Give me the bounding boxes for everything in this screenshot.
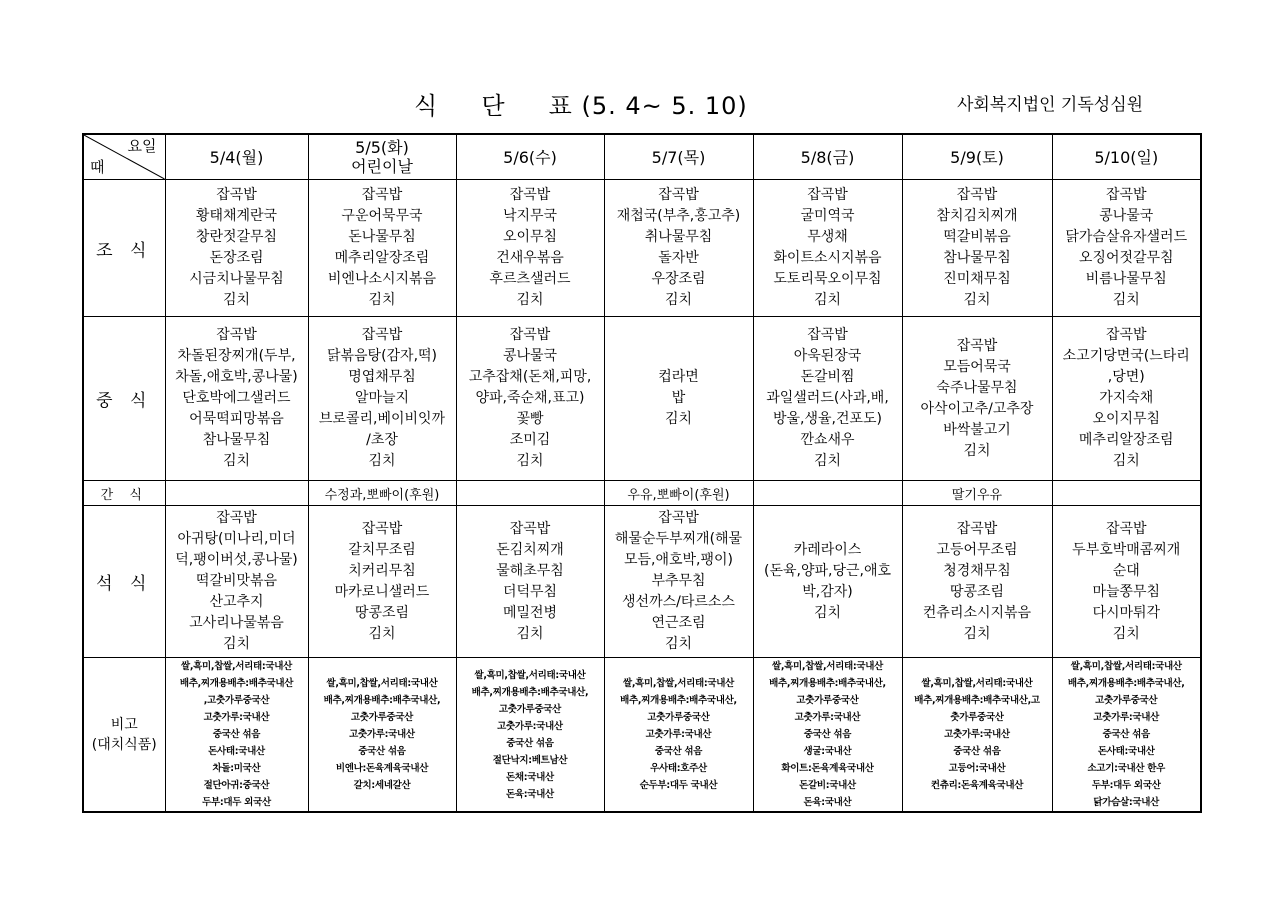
menu-item: 김치 bbox=[516, 625, 544, 642]
notes-row bbox=[83, 658, 1201, 813]
menu-item: 김치 bbox=[516, 292, 544, 308]
notes-line: 고춧가루중국산 bbox=[350, 712, 414, 723]
day-date: 5/10(일) bbox=[1094, 147, 1159, 167]
menu-item: 단호박에그샐러드 bbox=[182, 390, 291, 406]
menu-item: 취나물무침 bbox=[644, 229, 713, 245]
menu-item: 구운어묵무국 bbox=[341, 208, 423, 224]
menu-item: 우장조림 bbox=[651, 271, 706, 287]
day-date: 5/8(금) bbox=[800, 147, 855, 167]
menu-cell bbox=[604, 180, 753, 317]
menu-item: 잡곡밥 bbox=[956, 520, 998, 537]
menu-item: 오이무침 bbox=[502, 229, 558, 245]
snack-cell: 우유,뽀빠이(후원) bbox=[604, 481, 753, 506]
menu-cell bbox=[308, 180, 456, 317]
notes-line: 중국산 섞음 bbox=[803, 729, 852, 740]
menu-item: 후르츠샐러드 bbox=[489, 271, 571, 287]
menu-item: 산고추지 bbox=[209, 594, 264, 610]
day-date: 5/4(월) bbox=[209, 147, 264, 167]
notes-line: 소고기:국내산 한우 bbox=[1087, 763, 1166, 774]
notes-line: 갈치:세네갈산 bbox=[353, 780, 411, 791]
meal-label: 석 식 bbox=[83, 506, 165, 658]
menu-item: 김치 bbox=[963, 442, 991, 459]
day-header bbox=[308, 134, 456, 180]
menu-item: 어묵떡피망볶음 bbox=[189, 411, 284, 427]
day-date: 5/7(목) bbox=[651, 147, 706, 167]
menu-item: 비엔나소시지볶음 bbox=[327, 271, 437, 287]
menu-item: 아욱된장국 bbox=[793, 348, 862, 364]
menu-item: 김치 bbox=[963, 625, 991, 642]
menu-item: 잡곡밥 bbox=[216, 510, 257, 526]
menu-item: 잡곡밥 bbox=[509, 327, 551, 343]
lunch-row bbox=[83, 317, 1201, 481]
menu-item: 김치 bbox=[813, 453, 842, 469]
menu-item: 참나물무침 bbox=[202, 432, 271, 448]
notes-line: 돈사태:국내산 bbox=[1097, 746, 1155, 757]
notes-line: 절단낙지:베트남산 bbox=[492, 754, 568, 766]
menu-item: 콩나물국 bbox=[1099, 208, 1154, 224]
menu-cell bbox=[604, 506, 753, 658]
notes-line: 컨츄리:돈육계육국내산 bbox=[930, 780, 1024, 791]
menu-item: 잡곡밥 bbox=[216, 187, 257, 203]
menu-item: 고추잡채(돈채,피망, bbox=[468, 369, 592, 385]
notes-line: 배추,찌개용배추:배추국내산, bbox=[471, 686, 589, 698]
notes-line: 중국산 섞음 bbox=[212, 729, 261, 740]
menu-item: 브로콜리,베이비잇까 bbox=[318, 411, 446, 427]
notes-cell bbox=[1052, 658, 1201, 813]
corner-cell bbox=[83, 134, 165, 180]
notes-line: 차돌:미국산 bbox=[212, 763, 261, 774]
notes-cell bbox=[902, 658, 1052, 813]
menu-item: 고사리나물볶음 bbox=[189, 615, 284, 631]
menu-item: 잡곡밥 bbox=[509, 187, 551, 203]
menu-item: 메추리알장조림 bbox=[1078, 432, 1174, 448]
menu-item: 생선까스/타르소스 bbox=[622, 594, 735, 610]
notes-line: 돈육:국내산 bbox=[803, 797, 852, 808]
menu-item: 참치김치찌개 bbox=[936, 208, 1018, 224]
menu-item: 잡곡밥 bbox=[658, 510, 699, 526]
menu-cell bbox=[753, 506, 902, 658]
menu-item: 김치 bbox=[813, 604, 842, 621]
menu-item: 김치 bbox=[222, 292, 251, 308]
notes-line: 고춧가루중국산 bbox=[796, 695, 859, 706]
menu-item: 땅콩조림 bbox=[354, 604, 410, 621]
menu-item: 김치 bbox=[664, 636, 693, 652]
menu-item: 건새우볶음 bbox=[496, 250, 564, 266]
notes-line: 고춧가루중국산 bbox=[1095, 695, 1158, 706]
menu-item: 바싹불고기 bbox=[943, 421, 1011, 438]
notes-line: 배추,찌개용배추:배추국내산, bbox=[1067, 678, 1185, 689]
day-date: 5/6(수) bbox=[503, 147, 557, 167]
menu-item: 김치 bbox=[368, 453, 396, 469]
menu-item: 돈장조림 bbox=[209, 250, 264, 266]
menu-cell bbox=[604, 317, 753, 481]
menu-item: 잡곡밥 bbox=[956, 337, 998, 354]
notes-line: 우사태:호주산 bbox=[650, 763, 707, 774]
snack-row bbox=[83, 481, 1201, 506]
menu-item: 닭가슴살유자샐러드 bbox=[1065, 229, 1188, 245]
menu-item: 김치 bbox=[963, 292, 991, 308]
menu-item: 김치 bbox=[813, 292, 842, 308]
menu-item: 과일샐러드(사과,배, bbox=[766, 390, 889, 406]
notes-label-sub: (대치식품) bbox=[91, 736, 157, 753]
menu-item: 더덕무침 bbox=[502, 583, 558, 600]
menu-item: 돌자반 bbox=[658, 250, 699, 266]
menu-item: 잡곡밥 bbox=[807, 327, 848, 343]
menu-item: 메밀전병 bbox=[502, 604, 558, 621]
notes-line: 고춧가루중국산 bbox=[498, 703, 562, 715]
menu-cell bbox=[1052, 180, 1201, 317]
meal-label: 중 식 bbox=[83, 317, 165, 481]
menu-item: 잡곡밥 bbox=[509, 520, 551, 537]
notes-line: 순두부:대두 국내산 bbox=[639, 780, 718, 791]
menu-item: 김치 bbox=[1112, 292, 1140, 308]
menu-item: 땅콩조림 bbox=[949, 583, 1005, 600]
notes-line: 돈갈비:국내산 bbox=[799, 780, 856, 791]
menu-item: 돈나물무침 bbox=[348, 229, 416, 245]
menu-item: 돈김치찌개 bbox=[496, 541, 564, 558]
menu-item: 떡갈비볶음 bbox=[943, 229, 1011, 245]
menu-cell bbox=[456, 506, 604, 658]
notes-line: 중국산 섞음 bbox=[506, 737, 554, 749]
notes-cell bbox=[165, 658, 308, 813]
menu-item: 메추리알장조림 bbox=[334, 250, 430, 266]
menu-item: 카레라이스 bbox=[793, 541, 862, 558]
menu-cell bbox=[165, 180, 308, 317]
menu-cell bbox=[165, 317, 308, 481]
menu-cell bbox=[308, 317, 456, 481]
menu-item: 청경채무침 bbox=[943, 562, 1011, 579]
menu-item: 오이지무침 bbox=[1092, 411, 1161, 427]
notes-line: 배추,찌개용배추:배추국내산 bbox=[179, 678, 294, 689]
notes-line: 고춧가루:국내산 bbox=[497, 720, 563, 732]
menu-item: 도토리묵오이무침 bbox=[773, 271, 882, 287]
menu-cell bbox=[753, 180, 902, 317]
menu-item: 잡곡밥 bbox=[1105, 520, 1147, 537]
menu-item: 김치 bbox=[516, 453, 544, 469]
menu-item: 화이트소시지볶음 bbox=[773, 250, 882, 266]
notes-line: 배추,찌개용배추:배추국내산, bbox=[769, 678, 886, 689]
menu-item: 아귀탕(미나리,미더 bbox=[177, 531, 296, 547]
menu-item: 김치 bbox=[664, 292, 693, 308]
menu-item: 다시마튀각 bbox=[1092, 604, 1161, 621]
organization-name: 사회복지법인 기독성심원 bbox=[957, 95, 1144, 115]
notes-line: 고춧가루:국내산 bbox=[1093, 712, 1160, 723]
notes-label bbox=[83, 658, 165, 813]
notes-line: 고춧가루:국내산 bbox=[944, 729, 1010, 740]
menu-item: 무생채 bbox=[807, 229, 848, 245]
menu-item: 양파,죽순채,표고) bbox=[475, 390, 585, 406]
notes-line: 쌀,흑미,찹쌀,서리태:국내산 bbox=[474, 669, 586, 681]
menu-item: 낙지무국 bbox=[502, 208, 558, 224]
notes-line: 비엔나:돈육계육국내산 bbox=[335, 763, 429, 774]
menu-item: 물해초무침 bbox=[496, 562, 564, 579]
menu-item: 떡갈비맛볶음 bbox=[195, 573, 278, 589]
menu-cell bbox=[1052, 506, 1201, 658]
snack-cell bbox=[456, 481, 604, 506]
notes-cell bbox=[308, 658, 456, 813]
day-date: 5/5(화) bbox=[355, 138, 409, 157]
menu-item: 김치 bbox=[368, 292, 396, 308]
notes-line: 고춧가루:국내산 bbox=[645, 729, 712, 740]
menu-item: 마카로니샐러드 bbox=[334, 583, 430, 600]
menu-item: 소고기당면국(느타리 bbox=[1062, 348, 1190, 364]
notes-line: 쌀,흑미,찹쌀,서리태:국내산 bbox=[622, 678, 735, 689]
menu-item: 황태채계란국 bbox=[195, 208, 278, 224]
menu-item: 모듬,애호박,팽이) bbox=[623, 552, 734, 568]
menu-item: 콩나물국 bbox=[502, 348, 558, 364]
menu-item: 차돌된장찌개(두부, bbox=[177, 348, 296, 364]
notes-line: 쌀,흑미,찹쌀,서리태:국내산 bbox=[771, 661, 884, 672]
menu-cell bbox=[902, 317, 1052, 481]
snack-cell bbox=[1052, 481, 1201, 506]
notes-line: 고춧가루중국산 bbox=[647, 712, 710, 723]
menu-item: 김치 bbox=[1112, 625, 1140, 642]
menu-item: 오징어젓갈무침 bbox=[1078, 250, 1174, 266]
notes-line: 중국산 섞음 bbox=[358, 746, 406, 757]
notes-line: 생굴:국내산 bbox=[803, 746, 852, 757]
day-header bbox=[1052, 134, 1201, 180]
menu-item: 명엽채무침 bbox=[348, 369, 416, 385]
day-header bbox=[753, 134, 902, 180]
menu-item: 아삭이고추/고추장 bbox=[920, 400, 1034, 417]
notes-line: 돈채:국내산 bbox=[506, 771, 554, 783]
notes-line: 배추,찌개용배추:배추국내산, bbox=[323, 695, 441, 706]
menu-item: 방울,생율,건포도) bbox=[772, 411, 883, 427]
menu-cell bbox=[456, 180, 604, 317]
menu-item: /초장 bbox=[366, 432, 398, 448]
menu-item: 밥 bbox=[671, 390, 686, 406]
menu-item: 연근조림 bbox=[651, 615, 706, 631]
menu-item: 차돌,애호박,콩나물) bbox=[175, 369, 298, 385]
notes-line: 두부:대두 외국산 bbox=[202, 797, 271, 808]
menu-item: 굴미역국 bbox=[800, 208, 855, 224]
menu-cell bbox=[308, 506, 456, 658]
notes-line: 쌀,흑미,찹쌀,서리태:국내산 bbox=[180, 661, 293, 672]
menu-item: 깐쇼새우 bbox=[800, 432, 855, 448]
menu-cell bbox=[165, 506, 308, 658]
day-date: 5/9(토) bbox=[950, 147, 1004, 167]
day-header bbox=[902, 134, 1052, 180]
notes-line: 고등어:국내산 bbox=[948, 763, 1006, 774]
notes-line: 쌀,흑미,찹쌀,서리태:국내산 bbox=[921, 678, 1033, 689]
snack-cell: 딸기우유 bbox=[902, 481, 1052, 506]
notes-line: 중국산 섞음 bbox=[654, 746, 703, 757]
menu-item: 박,감자) bbox=[802, 583, 853, 600]
menu-item: 시금치나물무침 bbox=[189, 271, 284, 287]
menu-cell bbox=[753, 317, 902, 481]
notes-line: 닭가슴살:국내산 bbox=[1093, 797, 1160, 808]
notes-line: 고춧가루:국내산 bbox=[203, 712, 270, 723]
notes-line: 배추,찌개용배추:배추국내산, bbox=[620, 695, 737, 706]
menu-item: ,당면) bbox=[1107, 369, 1145, 385]
menu-item: 부추무침 bbox=[651, 573, 706, 589]
menu-item: 닭볶음탕(감자,떡) bbox=[326, 348, 438, 364]
notes-line: ,고춧가루중국산 bbox=[203, 695, 270, 706]
menu-item: 두부호박매콤찌개 bbox=[1072, 541, 1181, 558]
menu-item: 재첩국(부추,홍고추) bbox=[616, 208, 741, 224]
menu-item: 돈갈비찜 bbox=[800, 369, 855, 385]
day-header bbox=[165, 134, 308, 180]
menu-item: 진미채무침 bbox=[943, 271, 1011, 287]
menu-cell bbox=[456, 317, 604, 481]
menu-item: 가지숙채 bbox=[1099, 390, 1154, 406]
menu-item: 고등어무조림 bbox=[936, 541, 1018, 558]
menu-item: 김치 bbox=[222, 453, 251, 469]
menu-item: 김치 bbox=[368, 625, 396, 642]
menu-item: 컨츄리소시지볶음 bbox=[922, 604, 1032, 621]
notes-line: 중국산 섞음 bbox=[953, 746, 1001, 757]
menu-item: 꽃빵 bbox=[516, 411, 544, 427]
menu-item: 잡곡밥 bbox=[658, 187, 699, 203]
menu-item: 해물순두부찌개(해물 bbox=[614, 531, 743, 547]
menu-item: 잡곡밥 bbox=[361, 327, 403, 343]
notes-line: 춧가루중국산 bbox=[950, 712, 1004, 723]
menu-item: 창란젓갈무침 bbox=[195, 229, 278, 245]
notes-line: 쌀,흑미,찹쌀,서리태:국내산 bbox=[1070, 661, 1182, 672]
menu-item: 조미김 bbox=[509, 432, 551, 448]
header-row bbox=[83, 134, 1201, 180]
notes-line: 고춧가루:국내산 bbox=[794, 712, 861, 723]
notes-cell bbox=[604, 658, 753, 813]
day-header bbox=[456, 134, 604, 180]
notes-line: 절단아귀:중국산 bbox=[203, 780, 270, 791]
menu-item: 잡곡밥 bbox=[1105, 187, 1147, 203]
notes-cell bbox=[753, 658, 902, 813]
menu-item: 컵라면 bbox=[658, 369, 699, 385]
menu-item: 마늘쫑무침 bbox=[1092, 583, 1161, 600]
breakfast-row bbox=[83, 180, 1201, 317]
notes-line: 돈육:국내산 bbox=[506, 788, 554, 800]
menu-item: 잡곡밥 bbox=[361, 520, 403, 537]
menu-item: 숙주나물무침 bbox=[936, 379, 1018, 396]
menu-item: 김치 bbox=[1112, 453, 1140, 469]
corner-meal-label: 때 bbox=[90, 158, 105, 176]
menu-item: 잡곡밥 bbox=[1105, 327, 1147, 343]
menu-item: 덕,팽이버섯,콩나물) bbox=[175, 552, 298, 568]
menu-item: 김치 bbox=[222, 636, 251, 652]
menu-cell bbox=[1052, 317, 1201, 481]
menu-item: 잡곡밥 bbox=[361, 187, 403, 203]
weekly-menu-table bbox=[82, 133, 1202, 813]
menu-item: 김치 bbox=[664, 411, 693, 427]
notes-line: 화이트:돈육계육국내산 bbox=[781, 763, 874, 774]
page-title: 식 단 표 (5. 4~ 5. 10) bbox=[414, 92, 748, 120]
notes-label-main: 비고 bbox=[110, 716, 138, 733]
snack-cell bbox=[165, 481, 308, 506]
menu-item: 갈치무조림 bbox=[348, 541, 416, 558]
notes-line: 배추,찌개용배추:배추국내산,고 bbox=[914, 695, 1040, 706]
menu-item: 순대 bbox=[1112, 562, 1140, 579]
menu-item: 비름나물무침 bbox=[1085, 271, 1167, 287]
menu-cell bbox=[902, 180, 1052, 317]
day-holiday: 어린이날 bbox=[351, 157, 413, 176]
menu-item: 참나물무침 bbox=[943, 250, 1011, 266]
notes-line: 돈사태:국내산 bbox=[208, 746, 265, 757]
corner-day-label: 요일 bbox=[127, 137, 157, 155]
menu-item: 모듬어묵국 bbox=[943, 358, 1011, 375]
menu-item: 잡곡밥 bbox=[216, 327, 257, 343]
notes-cell bbox=[456, 658, 604, 813]
menu-item: (돈육,양파,당근,애호 bbox=[763, 562, 891, 579]
notes-line: 쌀,흑미,찹쌀,서리태:국내산 bbox=[326, 678, 438, 689]
menu-item: 잡곡밥 bbox=[807, 187, 848, 203]
notes-line: 고춧가루:국내산 bbox=[349, 729, 415, 740]
snack-cell: 수정과,뽀빠이(후원) bbox=[308, 481, 456, 506]
day-header bbox=[604, 134, 753, 180]
menu-cell bbox=[902, 506, 1052, 658]
meal-label: 간 식 bbox=[83, 481, 165, 506]
notes-line: 중국산 섞음 bbox=[1102, 729, 1150, 740]
menu-item: 치커리무침 bbox=[348, 562, 416, 579]
menu-item: 알마늘지 bbox=[354, 390, 410, 406]
meal-label: 조 식 bbox=[83, 180, 165, 317]
dinner-row bbox=[83, 506, 1201, 658]
menu-item: 잡곡밥 bbox=[956, 187, 998, 203]
snack-cell bbox=[753, 481, 902, 506]
notes-line: 두부:대두 외국산 bbox=[1091, 780, 1161, 791]
